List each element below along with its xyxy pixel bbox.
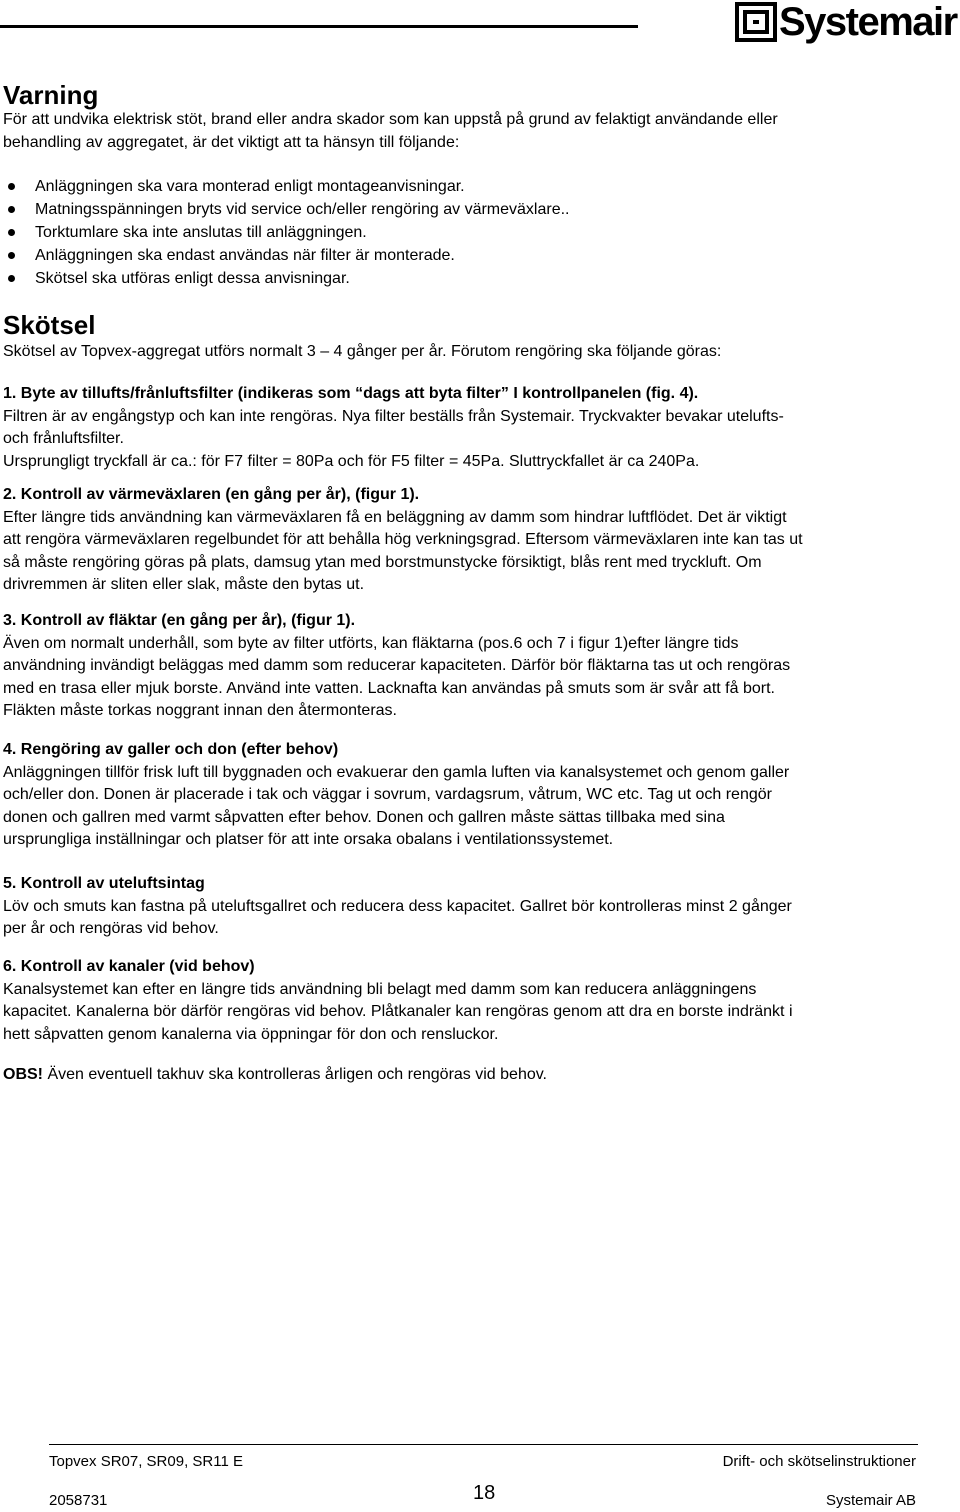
list-item: Anläggningen ska vara monterad enligt montageanvisningar.	[26, 175, 569, 198]
systemair-logo	[735, 0, 957, 44]
section-line: Kanalsystemet kan efter en längre tids användning bli belagt med damm som kan reducera anläggningens	[3, 980, 757, 998]
footer-model: Topvex SR07, SR09, SR11 E	[49, 1453, 243, 1470]
warning-intro	[3, 109, 955, 154]
list-item: Skötsel ska utföras enligt dessa anvisningar.	[26, 267, 569, 290]
section-line: drivremmen är sliten eller slak, måste den bytas ut.	[3, 576, 365, 593]
obs-label: OBS!	[3, 1066, 43, 1083]
section-line: Även om normalt underhåll, som byte av filter utförts, kan fläktarna (pos.6 och 7 i figur 1)efter längre tids	[3, 634, 739, 652]
section-line: med en trasa eller mjuk borste. Använd inte vatten. Lacknafta kan användas på smuts som är svår att få bort.	[3, 679, 775, 697]
list-item: Torktumlare ska inte anslutas till anläggningen.	[26, 221, 569, 244]
section-line: donen och gallren med varmt såpvatten efter behov. Donen och gallren måste sättas tillbaka med sina	[3, 808, 725, 826]
section-heading: 1. Byte av tillufts/frånluftsfilter (indikeras som “dags att byta filter” I kontrollpanelen (fig. 4).	[3, 385, 699, 402]
section-line: att rengöra värmeväxlaren regelbundet för att behålla hög verkningsgrad. Eftersom värmeväxlaren inte kan tas ut	[3, 531, 803, 548]
page-number: 18	[473, 1482, 496, 1504]
section-line: Ursprungligt tryckfall är ca.: för F7 filter = 80Pa och för F5 filter = 45Pa. Sluttryckfallet är ca 240Pa.	[3, 452, 700, 470]
section-line: Efter längre tids användning kan värmeväxlaren få en beläggning av damm som hindrar luftflödet. Det är viktigt	[3, 508, 787, 526]
section-heading: 5. Kontroll av uteluftsintag	[3, 875, 205, 892]
footer-doc-number: 2058731	[49, 1492, 108, 1509]
section-line: och/eller don. Donen är placerade i tak och väggar i sovrum, vardagsrum, våtrum, WC etc. Tag ut och rengör	[3, 786, 772, 803]
footer-company: Systemair AB	[825, 1492, 916, 1509]
section-6	[3, 956, 955, 1046]
section-line: per år och rengöras vid behov.	[3, 920, 219, 937]
bullet-icon	[8, 183, 15, 190]
section-heading: 2. Kontroll av värmeväxlaren (en gång per år), (figur 1).	[3, 486, 420, 503]
section-line: och frånluftsfilter.	[3, 430, 124, 447]
section-3	[3, 610, 955, 723]
warning-intro-line: behandling av aggregatet, är det viktigt att ta hänsyn till följande:	[3, 133, 460, 151]
bullet-icon	[8, 229, 15, 236]
section-line: användning invändigt beläggas med damm som reducerar kapaciteten. Därför bör fläktarna tas ut och rengöras	[3, 657, 791, 674]
maintenance-title: Skötsel	[3, 310, 96, 340]
list-item: Anläggningen ska endast användas när filter är monterade.	[26, 244, 569, 267]
section-5	[3, 873, 955, 941]
obs-text: Även eventuell takhuv ska kontrolleras årligen och rengöras vid behov.	[43, 1066, 547, 1083]
section-line: Filtren är av engångstyp och kan inte rengöras. Nya filter beställs från Systemair. Tryckvakter bevakar utelufts-	[3, 407, 784, 425]
maintenance-intro: Skötsel av Topvex-aggregat utförs normalt 3 – 4 gånger per år. Förutom rengöring ska följande göras:	[3, 343, 722, 360]
header-rule	[0, 25, 638, 28]
section-line: Fläkten måste torkas noggrant innan den återmonteras.	[3, 702, 397, 719]
section-4	[3, 739, 955, 852]
section-line: ursprungliga inställningar och platser för att inte orsaka obalans i ventilationssystemet.	[3, 831, 614, 848]
logo-mark-icon	[735, 0, 779, 44]
section-line: kapacitet. Kanalerna bör därför rengöras vid behov. Plåtkanaler kan rengöras genom att dra en borste indränkt i	[3, 1003, 793, 1020]
logo-wordmark: Systemair	[779, 0, 957, 44]
footer-rule	[49, 1444, 918, 1445]
list-item: Matningsspänningen bryts vid service och/eller rengöring av värmeväxlare..	[26, 198, 569, 221]
warning-intro-line: För att undvika elektrisk stöt, brand eller andra skador som kan uppstå på grund av felaktigt användande eller	[3, 111, 778, 128]
warning-title: Varning	[3, 80, 99, 110]
section-line: så måste rengöring göras på plats, damsug ytan med borstmunstycke försiktigt, blås rent med tryckluft. Om	[3, 553, 762, 571]
section-line: Löv och smuts kan fastna på uteluftsgallret och reducera dess kapacitet. Gallret bör kontrolleras minst 2 gånger	[3, 897, 792, 915]
section-line: hett såpvatten genom kanalerna via öppningar för don och rensluckor.	[3, 1025, 499, 1043]
warning-bullet-list	[26, 175, 569, 290]
bullet-icon	[8, 252, 15, 259]
section-heading: 4. Rengöring av galler och don (efter behov)	[3, 741, 339, 758]
footer-doc-title: Drift- och skötselinstruktioner	[722, 1453, 916, 1470]
bullet-icon	[8, 206, 15, 213]
section-line: Anläggningen tillför frisk luft till byggnaden och evakuerar den gamla luften via kanalsystemet och genom galler	[3, 763, 790, 781]
page-footer	[0, 1440, 960, 1512]
section-2	[3, 484, 955, 597]
section-heading: 3. Kontroll av fläktar (en gång per år), (figur 1).	[3, 612, 356, 629]
bullet-icon	[8, 275, 15, 282]
obs-note	[3, 1064, 955, 1087]
section-1	[3, 383, 955, 473]
section-heading: 6. Kontroll av kanaler (vid behov)	[3, 958, 255, 975]
